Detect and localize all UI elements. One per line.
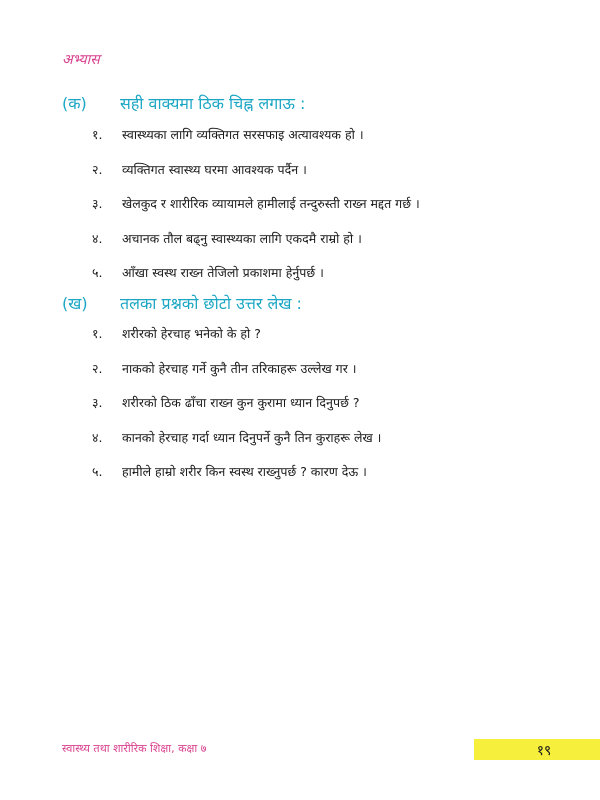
section-b-list <box>92 325 512 498</box>
item-number: ३. <box>92 196 103 211</box>
section-b-marker: (ख) <box>62 294 88 313</box>
list-item <box>92 325 512 360</box>
list-item <box>92 463 512 498</box>
item-number: ४. <box>92 429 103 445</box>
item-number: ५. <box>92 265 103 280</box>
item-text: स्वास्थ्यका लागि व्यक्तिगत सरसफाइ अत्यावश्यक हो । <box>122 127 364 142</box>
item-number: २. <box>92 161 103 177</box>
item-text: हामीले हाम्रो शरीर किन स्वस्थ राख्नुपर्छ ? कारण देऊ । <box>122 464 367 479</box>
item-text: शरीरको हेरचाह भनेको के हो ? <box>122 326 261 341</box>
section-a-title-text: सही वाक्यमा ठिक चिह्न लगाऊ : <box>120 94 306 113</box>
list-item <box>92 126 512 161</box>
page-number-box <box>474 739 600 760</box>
item-text: व्यक्तिगत स्वास्थ्य घरमा आवश्यक पर्दैन । <box>122 161 307 177</box>
section-b-title-text: तलका प्रश्नको छोटो उत्तर लेख : <box>120 294 302 313</box>
list-item <box>92 195 512 230</box>
item-number: १. <box>92 127 103 142</box>
item-number: ५. <box>92 464 103 479</box>
list-item <box>92 429 512 464</box>
item-text: शरीरको ठिक ढाँचा राख्न कुन कुरामा ध्यान दिनुपर्छ ? <box>122 395 360 410</box>
item-number: ४. <box>92 230 103 246</box>
list-item <box>92 161 512 196</box>
section-a-marker: (क) <box>62 94 87 113</box>
section-a-title <box>62 92 305 114</box>
page-number: १९ <box>536 743 552 759</box>
item-text: आँखा स्वस्थ राख्न तेजिलो प्रकाशमा हेर्नुपर्छ । <box>122 265 324 280</box>
item-text: नाकको हेरचाह गर्ने कुनै तीन तरिकाहरू उल्लेख गर । <box>122 360 357 376</box>
section-a-list <box>92 126 512 299</box>
list-item <box>92 360 512 395</box>
item-number: ३. <box>92 395 103 410</box>
section-b-title <box>62 292 302 314</box>
item-number: २. <box>92 360 103 376</box>
list-item <box>92 394 512 429</box>
item-text: अचानक तौल बढ्नु स्वास्थ्यका लागि एकदमै राम्रो हो । <box>122 230 362 246</box>
item-text: खेलकुद र शारीरिक व्यायामले हामीलाई तन्दुरुस्ती राख्न मद्दत गर्छ । <box>122 196 420 211</box>
footer-book-title: स्वास्थ्य तथा शारीरिक शिक्षा, कक्षा ७ <box>62 742 207 755</box>
item-number: १. <box>92 326 103 341</box>
exercise-heading: अभ्यास <box>62 52 100 68</box>
list-item <box>92 230 512 265</box>
item-text: कानको हेरचाह गर्दा ध्यान दिनुपर्ने कुनै तिन कुराहरू लेख । <box>122 429 382 445</box>
